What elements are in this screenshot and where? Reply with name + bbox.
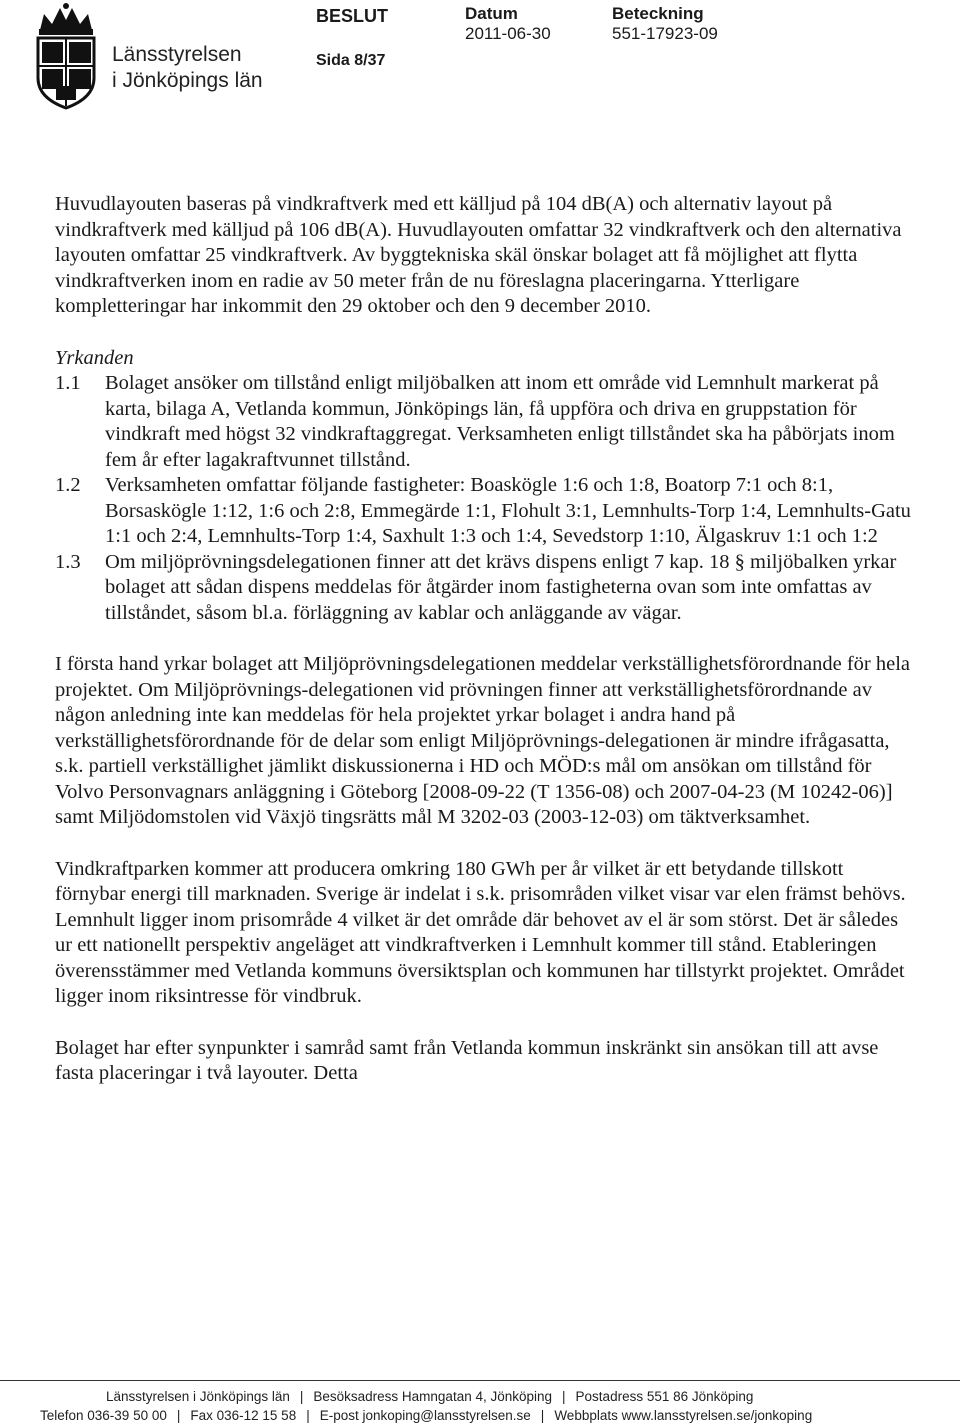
document-body (55, 192, 915, 1087)
organization-name (112, 42, 263, 94)
footer-fax: Fax 036-12 15 58 (190, 1408, 297, 1423)
date-value: 2011-06-30 (465, 24, 551, 43)
claim-item (55, 473, 915, 550)
claim-number: 1.3 (55, 550, 81, 573)
intro-paragraph: Huvudlayouten baseras på vindkraftverk med ett källjud på 104 dB(A) och alternativ layout på vindkraftverk med källjud på 106 dB(A). Huvudlayouten omfattar 32 vindkraftverk och den alternativa layouten omfattar 25 vindkraftverk. Av byggtekniska skäl önskar bolaget att få möjlighet att flytta vindkraftverken inom en radie av 50 meter från de nu föreslagna placeringarna. Ytterligare kompletteringar har inkommit den 29 oktober och den 9 december 2010. (55, 193, 902, 317)
paragraph-enforcement: I första hand yrkar bolaget att Miljöprövningsdelegationen meddelar verkställighetsförordnande för hela projektet. Om Miljöprövnings-delegationen vid prövningen finner att verkställighetsförordnande av någon anledning inte kan meddelas för hela projektet yrkar bolaget i andra hand på verkställighetsförordnande för de delar som enligt Miljöprövnings-delegationen är mindre ifrågasatta, s.k. partiell verkställighet jämlikt diskussionerna i HD och MÖD:s mål om ansökan om tillstånd för Volvo Personvagnars anläggning i Göteborg [2008-09-22 (T 1356-08) och 2007-04-23 (M 10242-06)] samt Miljödomstolen vid Växjö tingsrätts mål M 3202-03 (2003-12-03) om täktverksamhet. (55, 653, 911, 828)
section-heading: Yrkanden (55, 346, 134, 369)
coat-of-arms-logo (30, 2, 102, 110)
claim-number: 1.1 (55, 372, 81, 394)
footer-line-1: Länsstyrelsen i Jönköpings län | Besöksadress Hamngatan 4, Jönköping | Postadress 551 86 Jönköping (106, 1389, 754, 1404)
reference-value: 551-17923-09 (612, 24, 718, 43)
date-block (465, 4, 551, 44)
footer-divider (0, 1380, 960, 1381)
claim-text: Om miljöprövningsdelegationen finner att det krävs dispens enligt 7 kap. 18 § miljöbalken yrkar bolaget att sådan dispens meddelas för åtgärder inom fastigheterna ovan som inte omfattas av tillståndet, såsom bl.a. förläggning av kablar och anläggande av vägar. (105, 550, 897, 624)
footer-phone: Telefon 036-39 50 00 (40, 1408, 167, 1423)
document-type: BESLUT (316, 6, 388, 26)
footer-line-2: Telefon 036-39 50 00 | Fax 036-12 15 58 | E-post jonkoping@lansstyrelsen.se | Webbplats www.lansstyrelsen.se/jonkoping (40, 1408, 813, 1423)
footer-visit-address: Besöksadress Hamngatan 4, Jönköping (313, 1389, 553, 1404)
claim-text: Verksamheten omfattar följande fastigheter: Boasköglе 1:6 och 1:8, Boatorp 7:1 och 8:1, Borsasköglе 1:12, 1:6 och 2:8, Emmegärde 1:1, Flohult 3:1, Lemnhults-Torp 1:4, Lemnhults-Gatu 1:1 och 2:4, Lemnhults-Torp 1:4, Saxhult 1:3 och 1:4, Sevedstorp 1:10, Älgaskruv 1:1 och 1:2 (105, 474, 911, 547)
claim-number: 1.2 (55, 474, 81, 496)
claim-item (55, 550, 915, 627)
claim-text: Bolaget ansöker om tillstånd enligt miljöbalken att inom ett område vid Lemnhult markerat på karta, bilaga A, Vetlanda kommun, Jönköpings län, få uppföra och driva en gruppstation för vindkraft med högst 32 vindkraftaggregat. Verksamheten enligt tillståndet ska ha påbörjats inom fem år efter lagakraftvunnet tillstånd. (105, 372, 895, 471)
footer-email: E-post jonkoping@lansstyrelsen.se (319, 1408, 531, 1423)
footer-website: Webbplats www.lansstyrelsen.se/jonkoping (554, 1408, 813, 1423)
footer-org: Länsstyrelsen i Jönköpings län (106, 1389, 290, 1404)
org-line-1: Länsstyrelsen (112, 43, 242, 66)
org-line-2: i Jönköpings län (112, 69, 263, 92)
reference-label: Beteckning (612, 4, 704, 23)
date-label: Datum (465, 4, 518, 23)
claim-item (55, 371, 915, 473)
paragraph-layouts: Bolaget har efter synpunkter i samråd samt från Vetlanda kommun inskränkt sin ansökan till att avse fasta placeringar i två layouter. Detta (55, 1036, 879, 1084)
paragraph-production: Vindkraftparken kommer att producera omkring 180 GWh per år vilket är ett betydande tillskott förnybar energi till marknaden. Sverige är indelat i s.k. prisområden vilket visar var elen främst behövs. Lemnhult ligger inom prisområde 4 vilket är det område där behovet av el är som störst. Det är således ur ett nationellt perspektiv angeläget att vindkraftverken i Lemnhult kommer till stånd. Etableringen överensstämmer med Vetlanda kommuns översiktsplan och kommunen har tillstyrkt projektet. Området ligger inom riksintresse för vindbruk. (55, 857, 906, 1007)
footer-post-address: Postadress 551 86 Jönköping (575, 1389, 754, 1404)
page-number: Sida 8/37 (316, 52, 386, 69)
reference-block (612, 4, 718, 44)
document-header (0, 0, 960, 120)
